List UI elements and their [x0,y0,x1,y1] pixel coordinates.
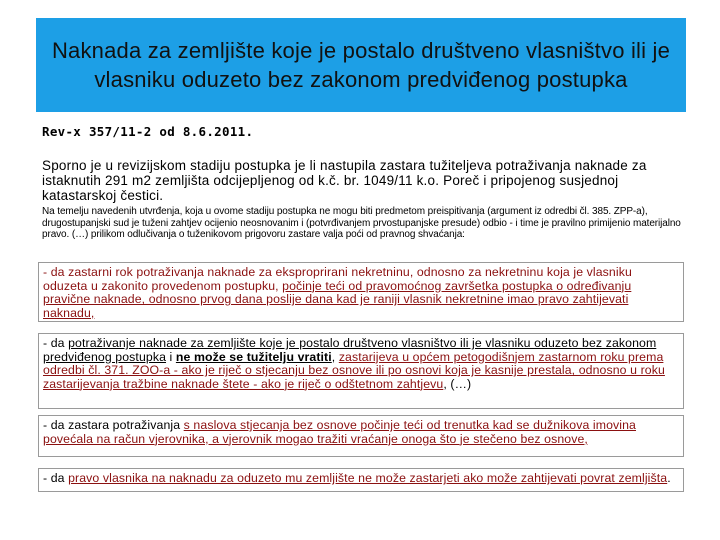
point-2-part-b: i [166,349,176,364]
point-3-box [38,415,684,457]
point-4-tail: . [667,471,671,485]
point-2-box [38,333,684,409]
question-paragraph: Sporno je u revizijskom stadiju postupka je li nastupila zastara tužiteljeva potraživanja naknade za istaknutih 291 m2 zemljišta odcijepljenog od k.č. br. 1049/11 k.o. Poreč i pripojenog susjednoj katastarskoj čestici. [42,158,647,203]
point-3-underlined: s naslova stjecanja bez osnove počinje teći od trenutka kad se dužnikova imovina povećala na račun vjerovnika, a vjerovnik mogao tražiti vraćanje onoga što je stečeno bez osnove, [43,418,636,446]
legal-note-paragraph: Na temelju navedenih utvrđenja, koja u ovome stadiju postupka ne mogu biti predmetom preispitivanja (argument iz odredbi čl. 385. ZPP-a), drugostupanjski sud je tuženi zahtjev ocijenio neosnovanim i (potvrđivanjem prvostupanjske presude) odbio - i time je pravilno primijenio materijalno pravo. (…) prilikom odlučivanja o tuženikovom prigovoru zastare valja poći od pravnog shvaćanja: [42,206,681,240]
point-2-part-d: , [331,349,339,364]
title-banner [36,18,686,112]
point-3-lead: - da zastara potraživanja [43,418,184,432]
point-1-text: - da zastarni rok potraživanja naknade za eksproprirani nekretninu, odnosno za nekretninu koja je vlasniku oduzeta u zakonito provedenom postupku, [43,265,632,293]
case-reference: Rev-x 357/11-2 od 8.6.2011. [42,124,254,139]
point-4-lead: - da [43,471,69,485]
point-2-part-c: ne može se tužitelju vratiti [175,349,332,364]
point-2-part-a: potraživanje naknade za zemljište koje je postalo društveno vlasništvo ili je vlasniku oduzeto bez zakonom predviđenog postupka [43,336,657,364]
point-2-lead: - da [43,336,69,350]
point-4-underlined: pravo vlasnika na naknadu za oduzeto mu zemljište ne može zastarjeti ako može zahtijevati povrat zemljišta [68,471,668,485]
point-1-box [38,262,684,322]
slide-title: Naknada za zemljište koje je postalo društveno vlasništvo ili je vlasniku oduzeto bez zakonom predviđenog postupka [51,38,671,92]
point-1-underlined: počinje teći od pravomoćnog završetka postupka o određivanju pravične naknade, odnosno prvog dana poslije dana kad je raniji vlasnik nekretnine imao pravo zahtijevati naknadu, [43,278,632,320]
point-4-box [38,468,684,492]
point-2-tail: , (…) [443,376,472,391]
point-2-part-e: zastarijeva u općem petogodišnjem zastarnom roku prema odredbi čl. 371. ZOO-a - ako je riječ o stjecanju bez osnove ili po osnovi koja je kasnije prestala, odnosno u roku zastarijevanja tražbine naknade štete - ako je riječ o odštetnom zahtjevu [43,349,665,391]
